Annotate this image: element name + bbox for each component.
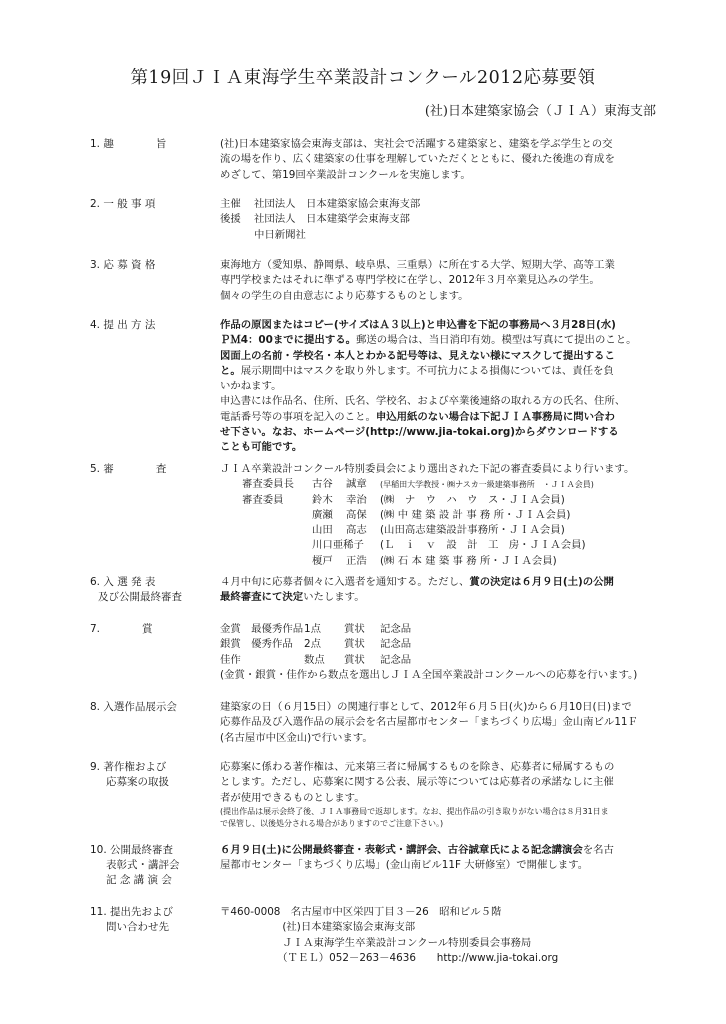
section-label [90,905,212,935]
text-line: いかねます。 [220,380,282,393]
section-body [220,700,650,746]
prize-certificate: 賞状 [344,623,365,635]
section-label: 1. 趣 旨 [90,138,167,150]
section-body [220,258,650,304]
section-body [220,318,650,456]
juror-affiliation: (山田高志建築設計事務所・ＪＩＡ会員) [380,524,565,537]
text-line: めざして、第19回卒業設計コンクールを実施します。 [220,168,471,181]
fine-print-line: で保管し、以後処分される場合がありますのでご注意下さい。) [220,818,444,828]
juror-given-name: 高志 [346,524,367,537]
text-line [220,410,650,425]
prize-row [220,622,670,637]
prize-name: 佳作 [220,653,241,666]
juror-role [220,508,312,523]
section-body [220,905,650,966]
sponsor-key: 主催 [220,198,241,210]
juror-row [220,477,660,492]
text-line [220,590,650,605]
text-line [220,575,650,590]
prize-row [220,637,670,652]
juror-affiliation: (㈱ ナ ウ ハ ウ ス・ＪＩＡ会員) [380,493,565,506]
section-body [220,843,650,874]
section-label: 8. 入選作品展示会 [90,701,177,713]
text-normal: 郵送の場合は、当日消印有効。模型は写真にて提出のこと。 [356,334,637,347]
text-bold: ＰＭ4：00までに提出する。 [220,334,356,347]
juror-row [220,554,660,569]
text-line: 屋都市センター「まちづくり広場」(金山南ビル11F 大研修室）で開催します。 [220,859,589,872]
prize-certificate: 賞状 [344,653,365,666]
text-line: 者が使用できるものとします。 [220,791,365,804]
section-label: 2. 一 般 事 項 [90,198,156,210]
text-line: ＪＩＡ卒業設計コンクール特別委員会により選出された下記の審査委員により行います。 [220,463,635,475]
text-line: 東海地方（愛知県、静岡県、岐阜県、三重県）に所在する大学、短期大学、高等工業 [220,259,615,271]
prize-row [220,653,670,668]
juror-given-name: 幸治 [346,493,367,506]
juror-surname: 川口亜稀子 [312,539,364,552]
text-line: 図面上の名前・学校名・本人とわかる記号等は、見えない様にマスクして提出するこ [220,349,615,362]
section-label: 7. 賞 [90,623,153,635]
section-body [220,622,670,683]
text-line: （ＴＥＬ）052－263－4636 http://www.jia-tokai.org [220,951,559,964]
text-bold: と。 [220,364,241,377]
section-label: 4. 提 出 方 法 [90,319,156,331]
text-line: ことも可能です。 [220,441,303,454]
juror-role [220,523,312,538]
juror-given-name: 誠章 [346,478,367,491]
juror-affiliation: (㈱ 中 建 築 設 計 事 務 所・ＪＩＡ会員) [380,508,571,521]
prize-certificate: 賞状 [344,638,365,651]
juror-row [220,523,660,538]
text-line: 申込書には作品名、住所、氏名、学校名、および卒業後連絡の取れる方の氏名、住所、 [220,395,626,408]
sponsor-row [220,197,650,212]
text-bold: 賞の決定は６月９日(土)の公開 [469,576,614,588]
section-body [220,197,650,243]
section-label: 3. 応 募 資 格 [90,259,156,271]
label-line: 記 念 講 演 会 [106,874,172,886]
text-line: (社)日本建築家協会東海支部は、実社会で活躍する建築家と、建築を学ぶ学生との交 [220,138,613,150]
juror-surname: 山田 [312,524,333,537]
juror-affiliation: (㈱ 石 本 建 築 事 務 所・ＪＩＡ会員) [380,554,557,567]
text-line: 〒460-0008 名古屋市中区栄四丁目３－26 昭和ビル５階 [220,906,502,918]
prize-name: 銀賞 優秀作品 [220,638,293,651]
page-title: 第19回ＪＩＡ東海学生卒業設計コンクール2012応募要領 [130,68,596,88]
juror-given-name: 正浩 [346,554,367,567]
section-label: 5. 審 査 [90,463,167,475]
label-line: 6. 入 選 発 表 [90,576,156,588]
label-line: 及び公開最終審査 [98,591,182,603]
juror-role: 審査委員長 [242,478,294,491]
prize-gift: 記念品 [380,653,412,666]
text-bold: 最終審査にて決定 [220,591,304,604]
section-label [90,843,212,888]
text-line: 建築家の日（６月15日）の関連行事として、2012年６月５日(火)から６月10日(日)まで [220,701,632,713]
label-line: 問い合わせ先 [106,921,169,933]
text-line: 応募作品及び入選作品の展示会を名古屋都市センター「まちづくり広場」金山南ビル11Ｆ [220,716,638,729]
text-line: ＪＩＡ東海学生卒業設計コンクール特別委員会事務局 [220,936,532,949]
fine-print-line: (提出作品は展示会終了後、ＪＩＡ事務局で返却します。なお、提出作品の引き取りがない場合は８月31日ま [220,806,609,816]
label-line: 表彰式・講評会 [106,859,180,871]
text-line [220,843,650,858]
section-label [90,575,212,605]
text-bold: 申込用紙のない場合は下記ＪＩＡ事務局に問い合わ [375,410,615,423]
prize-gift: 記念品 [380,638,412,651]
juror-row [220,493,660,508]
prize-count: 1点 [304,623,322,635]
text-normal: ４月中旬に応募者個々に入選者を通知する。ただし、 [220,576,470,588]
text-line: 専門学校またはそれに準ずる専門学校に在学し、2012年３月卒業見込みの学生。 [220,274,600,287]
juror-row [220,508,660,523]
juror-role [220,554,312,569]
sponsor-value: 社団法人 日本建築学会東海支部 [254,213,410,226]
awards-note: (金賞・銀賞・佳作から数点を選出しＪＩＡ全国卒業設計コンクールへの応募を行います。) [220,668,638,681]
prize-name: 金賞 最優秀作品 [220,623,304,635]
label-line: 応募案の取扱 [106,776,169,788]
text-line: 個々の学生の自由意志により応募するものとします。 [220,289,469,302]
text-normal: 電話番号等の事項を記入のこと。 [220,410,376,423]
section-body [220,760,650,830]
text-normal: 展示期間中はマスクを取り外します。不可抗力による損傷については、責任を負 [240,364,614,377]
section-body [220,137,650,183]
text-line: せ下さい。なお、ホームページ(http://www.jia-tokai.org)からダウンロードする [220,426,619,439]
prize-gift: 記念品 [380,623,412,635]
text-line: (社)日本建築家協会東海支部 [220,921,416,934]
text-line: 流の場を作り、広く建築家の仕事を理解していただくとともに、優れた後進の育成を [220,153,615,166]
juror-affiliation: (Ｌ ｉ ｖ 設 計 工 房・ＪＩＡ会員) [380,539,586,552]
sponsor-row [220,212,650,227]
juror-surname: 鈴木 [312,493,333,506]
organization-name: (社)日本建築家協会（ＪＩＡ）東海支部 [424,104,656,119]
juror-given-name: 高保 [346,508,367,521]
text-line: 応募案に係わる著作権は、元来第三者に帰属するものを除き、応募者に帰属するもの [220,761,615,773]
text-normal: いたします。 [303,591,365,604]
sponsor-value: 中日新聞社 [254,228,306,241]
label-line: 9. 著作権および [90,761,167,773]
text-line: とします。ただし、応募案に関する公表、展示等については応募者の承諾なしに主催 [220,776,614,789]
text-line: (名古屋市中区金山)で行います。 [220,731,373,744]
text-bold: ６月９日(土)に公開最終審査・表彰式・講評会、古谷誠章氏による記念講演会 [220,844,583,856]
sponsor-key [220,228,254,243]
section-body [220,462,660,569]
sponsor-value: 社団法人 日本建築家協会東海支部 [254,198,421,210]
section-label [90,760,212,790]
text-normal: を名古 [582,844,614,856]
juror-surname: 古谷 [312,478,333,491]
juror-affiliation: (早稲田大学教授・㈱ナスカ一級建築事務所 ・ＪＩＡ会員) [380,480,594,490]
juror-role: 審査委員 [242,493,284,506]
section-body [220,575,650,606]
juror-surname: 廣瀬 [312,508,333,521]
sponsor-row [220,228,650,243]
text-line: 作品の原図またはコピー(サイズはＡ３以上)と申込書を下記の事務局へ３月28日(水) [220,319,616,331]
sponsor-key: 後援 [220,213,241,226]
juror-row [220,538,660,553]
prize-count: 2点 [304,638,322,651]
juror-role [220,538,312,553]
label-line: 10. 公開最終審査 [90,844,174,856]
label-line: 11. 提出先および [90,906,174,918]
text-line [220,364,650,379]
prize-count: 数点 [304,653,325,666]
juror-surname: 榎戸 [312,554,333,567]
text-line [220,333,650,348]
